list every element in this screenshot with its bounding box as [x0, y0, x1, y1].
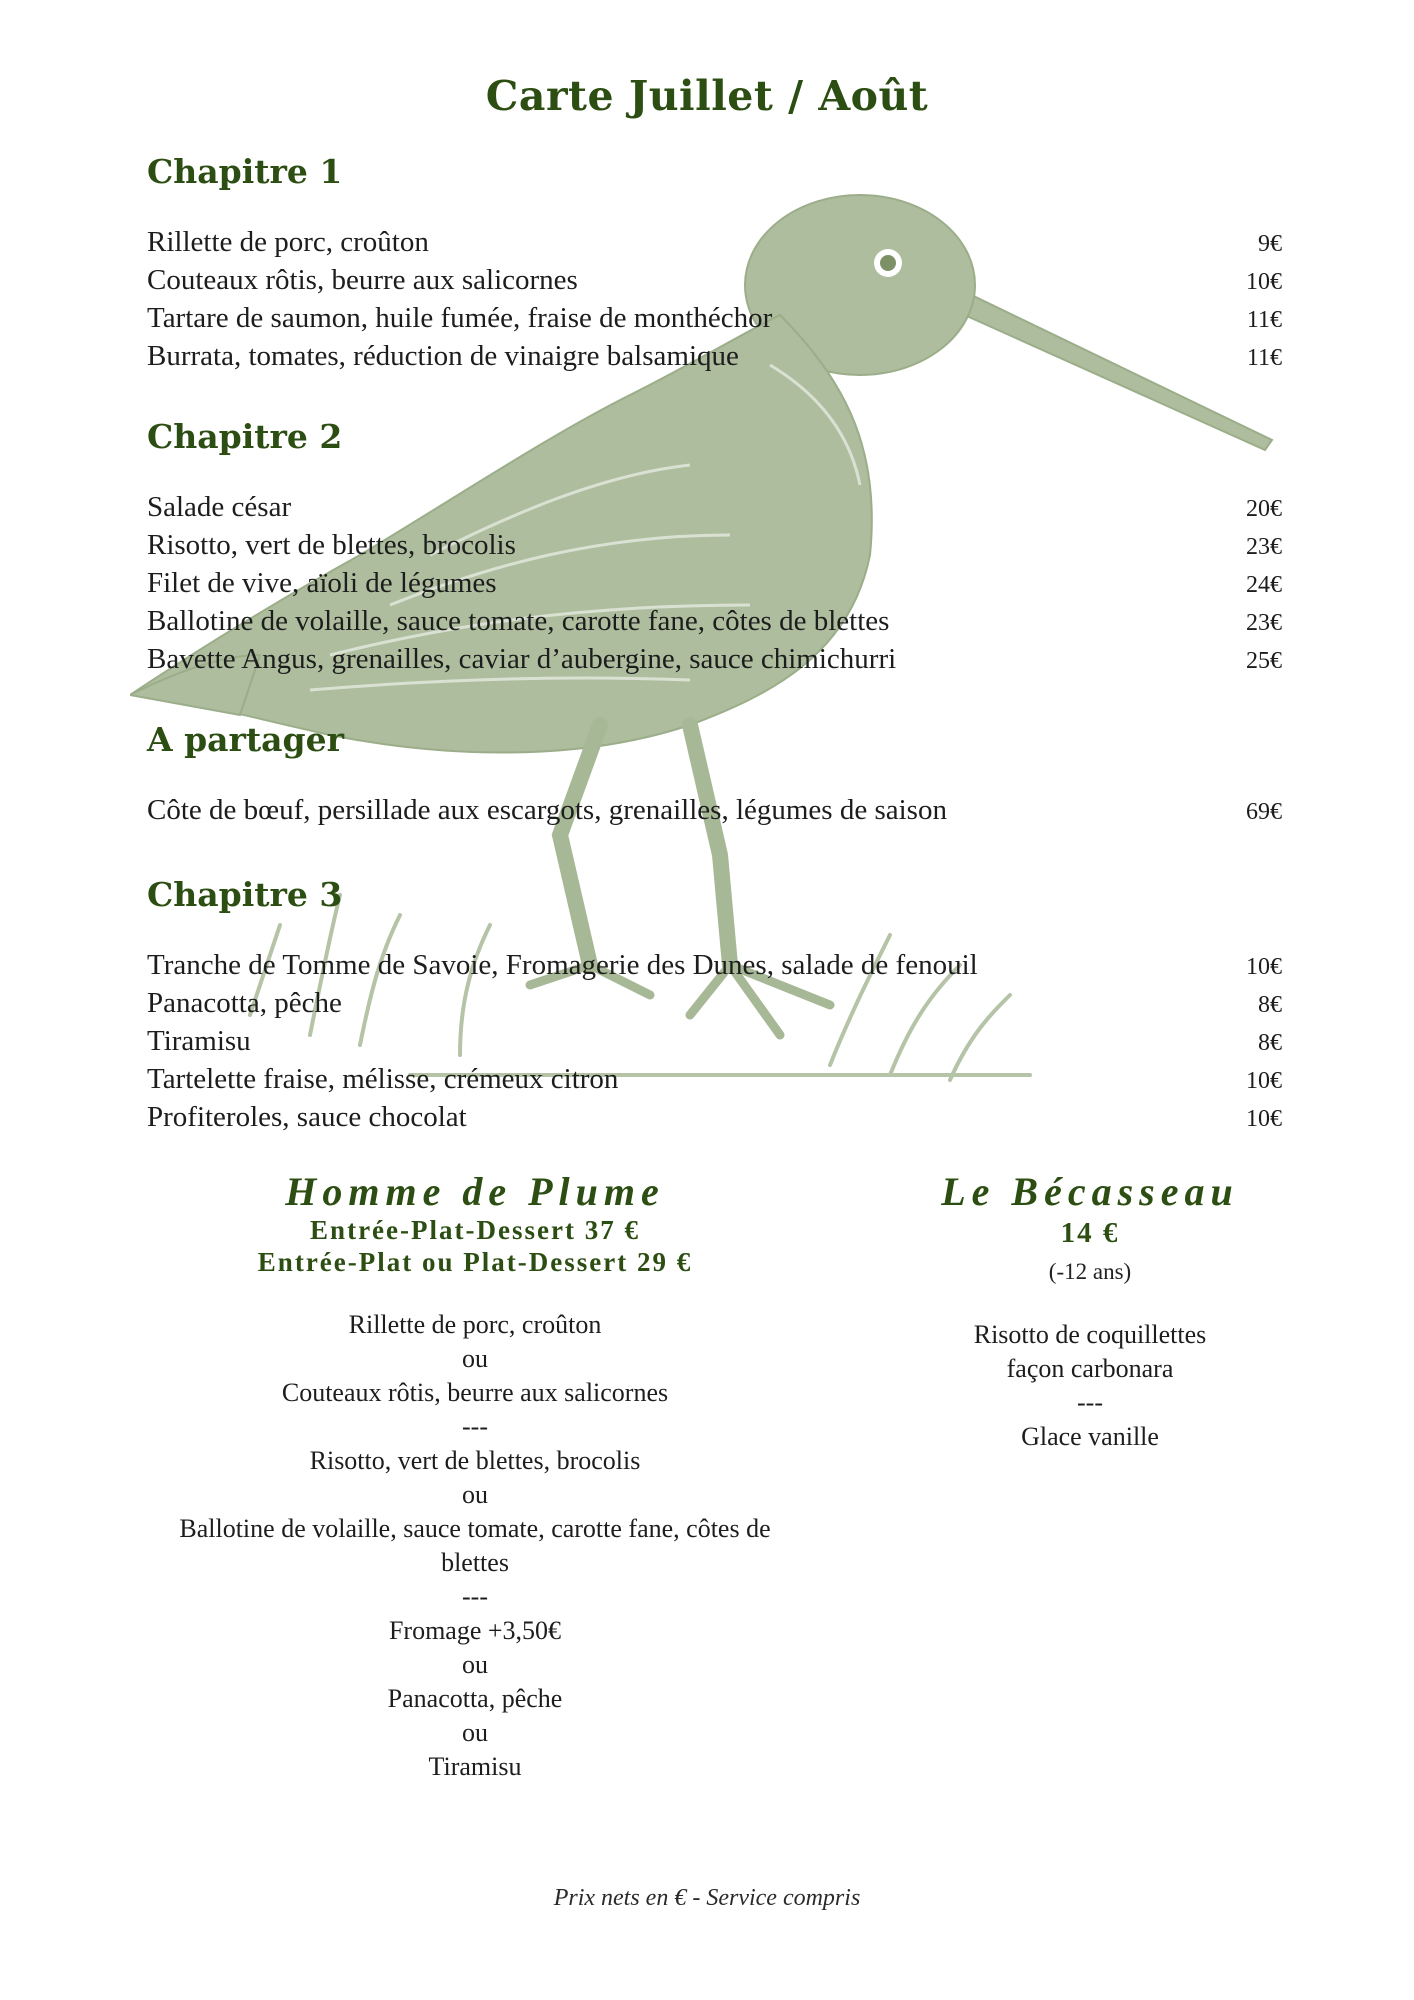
- item-price: 23€: [1246, 534, 1282, 560]
- item-name: Tranche de Tomme de Savoie, Fromagerie des Dunes, salade de fenouil: [147, 949, 978, 981]
- item-name: Salade césar: [147, 491, 292, 523]
- menu-item: [147, 489, 1282, 527]
- menu-line: Tiramisu: [428, 1752, 522, 1781]
- item-price: 11€: [1246, 345, 1282, 371]
- item-price: 9€: [1258, 231, 1282, 257]
- menu-item: [147, 565, 1282, 603]
- menu-line: Panacotta, pêche: [387, 1684, 563, 1713]
- menu-item: [147, 792, 1282, 830]
- menu-line: ou: [462, 1718, 488, 1747]
- item-price: 24€: [1246, 572, 1282, 598]
- item-price: 20€: [1246, 496, 1282, 522]
- item-name: Tartare de saumon, huile fumée, fraise de monthéchor: [147, 302, 773, 334]
- section-title: Chapitre 3: [147, 875, 343, 914]
- menu-line: blettes: [441, 1548, 509, 1577]
- footer-note: Prix nets en € - Service compris: [553, 1885, 861, 1911]
- section-title: A partager: [147, 720, 345, 759]
- menu-line: ou: [462, 1650, 488, 1679]
- item-price: 10€: [1246, 954, 1282, 980]
- item-price: 69€: [1246, 799, 1282, 825]
- section-chapitre-2: [147, 415, 1282, 679]
- menu-age-note: (-12 ans): [1048, 1259, 1132, 1284]
- item-name: Filet de vive, aïoli de légumes: [147, 567, 497, 599]
- item-name: Bavette Angus, grenailles, caviar d’aubergine, sauce chimichurri: [147, 643, 897, 675]
- menu-item: [147, 527, 1282, 565]
- item-name: Burrata, tomates, réduction de vinaigre balsamique: [147, 340, 739, 372]
- menu-line: ou: [462, 1480, 488, 1509]
- menu-line: ---: [462, 1412, 488, 1441]
- menu-item: [147, 262, 1282, 300]
- item-price: 8€: [1258, 992, 1282, 1018]
- menu-item: [147, 1099, 1282, 1137]
- menu-price: 14 €: [1060, 1217, 1120, 1249]
- item-name: Rillette de porc, croûton: [147, 226, 429, 258]
- menu-line: Risotto de coquillettes: [973, 1320, 1207, 1349]
- menu-line: Rillette de porc, croûton: [348, 1310, 602, 1339]
- menu-price: Entrée-Plat ou Plat-Dessert 29 €: [257, 1247, 693, 1277]
- item-name: Profiteroles, sauce chocolat: [147, 1101, 467, 1133]
- section-title: Chapitre 2: [147, 417, 343, 456]
- menu-line: Glace vanille: [1021, 1422, 1159, 1451]
- menu-price: Entrée-Plat-Dessert 37 €: [310, 1215, 640, 1245]
- menu-title: Le Bécasseau: [941, 1169, 1239, 1214]
- menu-item: [147, 603, 1282, 641]
- item-price: 23€: [1246, 610, 1282, 636]
- item-name: Côte de bœuf, persillade aux escargots, grenailles, légumes de saison: [147, 794, 947, 826]
- menu-item: [147, 1061, 1282, 1099]
- item-price: 10€: [1246, 1106, 1282, 1132]
- menu-item: [147, 985, 1282, 1023]
- menu-courses: [140, 1308, 810, 1784]
- item-price: 10€: [1246, 269, 1282, 295]
- menu-line: façon carbonara: [1006, 1354, 1174, 1383]
- menu-line: ---: [462, 1582, 488, 1611]
- item-name: Tartelette fraise, mélisse, crémeux citron: [147, 1063, 619, 1095]
- menu-item: [147, 224, 1282, 262]
- section-title: Chapitre 1: [147, 152, 343, 191]
- item-name: Risotto, vert de blettes, brocolis: [147, 529, 516, 561]
- menu-title: Homme de Plume: [285, 1169, 665, 1214]
- section-chapitre-3: [147, 873, 1282, 1137]
- item-name: Tiramisu: [147, 1025, 251, 1057]
- item-price: 10€: [1246, 1068, 1282, 1094]
- item-name: Panacotta, pêche: [147, 987, 342, 1019]
- le-becasseau-menu: [880, 1170, 1300, 1454]
- homme-de-plume-menu: [140, 1170, 810, 1784]
- menu-line: Fromage +3,50€: [388, 1616, 562, 1645]
- item-name: Ballotine de volaille, sauce tomate, carotte fane, côtes de blettes: [147, 605, 890, 637]
- menu-item: [147, 1023, 1282, 1061]
- page-title: Carte Juillet / Août: [485, 72, 929, 120]
- menu-item: [147, 947, 1282, 985]
- menu-courses: [880, 1318, 1300, 1454]
- item-name: Couteaux rôtis, beurre aux salicornes: [147, 264, 578, 296]
- menu-line: Ballotine de volaille, sauce tomate, carotte fane, côtes de: [179, 1514, 771, 1543]
- menu-item: [147, 338, 1282, 376]
- section-chapitre-1: [147, 150, 1282, 376]
- menu-line: Couteaux rôtis, beurre aux salicornes: [281, 1378, 669, 1407]
- menu-line: ---: [1077, 1388, 1103, 1417]
- item-price: 8€: [1258, 1030, 1282, 1056]
- menu-item: [147, 300, 1282, 338]
- item-price: 11€: [1246, 307, 1282, 333]
- item-price: 25€: [1246, 648, 1282, 674]
- menu-line: ou: [462, 1344, 488, 1373]
- menu-item: [147, 641, 1282, 679]
- menu-line: Risotto, vert de blettes, brocolis: [309, 1446, 641, 1475]
- section-a-partager: [147, 718, 1282, 830]
